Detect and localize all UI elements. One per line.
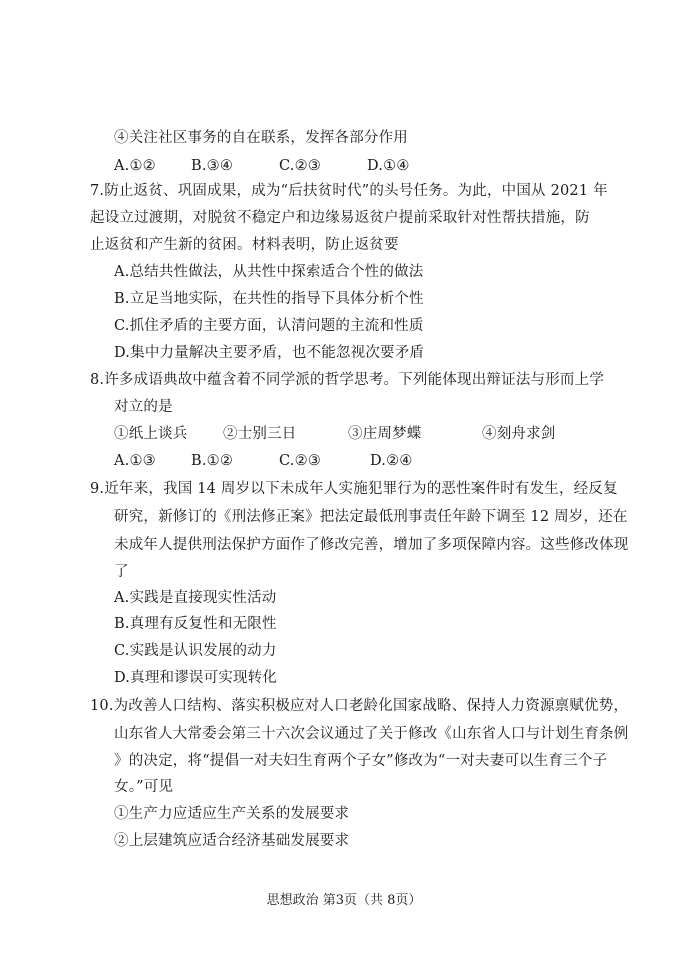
q8-stem-line-1: 8.许多成语典故中蕴含着不同学派的哲学思考。下列能体现出辩证法与形而上学 <box>90 372 605 388</box>
q9-stem-line-1: 9.近年来，我国 14 周岁以下未成年人实施犯罪行为的恶性案件时有发生，经反复 <box>90 481 618 497</box>
q8-item-1: ①纸上谈兵 <box>114 426 188 442</box>
q8-option-b: B.①② <box>191 453 234 469</box>
q8-option-a: A.①③ <box>114 453 156 469</box>
q7-option-d: D.集中力量解决主要矛盾，也不能忽视次要矛盾 <box>114 345 425 361</box>
q6-option-d: D.①④ <box>367 158 410 174</box>
q7-stem-line-1: 7.防止返贫、巩固成果，成为“后扶贫时代”的头号任务。为此，中国从 2021 年 <box>90 183 608 199</box>
q9-option-b: B.真理有反复性和无限性 <box>114 616 277 632</box>
q6-item-4: ④关注社区事务的自在联系，发挥各部分作用 <box>114 130 408 146</box>
q8-item-4: ④刻舟求剑 <box>482 426 556 442</box>
q9-stem-line-3: 未成年人提供刑法保护方面作了修改完善，增加了多项保障内容。这些修改体现 <box>114 537 629 553</box>
q7-option-b: B.立足当地实际，在共性的指导下具体分析个性 <box>114 291 424 307</box>
q7-option-a: A.总结共性做法，从共性中探索适合个性的做法 <box>114 264 424 280</box>
q9-stem-line-4: 了 <box>114 564 129 580</box>
q8-item-3: ③庄周梦蝶 <box>348 426 422 442</box>
q10-item-1: ①生产力应适应生产关系的发展要求 <box>114 806 350 822</box>
q8-item-2: ②士别三日 <box>223 426 297 442</box>
q10-stem-line-2: 山东省人大常委会第三十六次会议通过了关于修改《山东省人口与计划生育条例 <box>114 726 629 742</box>
q7-stem-line-2: 起设立过渡期，对脱贫不稳定户和边缘易返贫户提前采取针对性帮扶措施，防 <box>90 210 590 226</box>
q8-option-c: C.②③ <box>279 453 321 469</box>
q8-option-d: D.②④ <box>370 453 413 469</box>
q10-stem-line-3: 》的决定，将“提倡一对夫妇生育两个子女”修改为“一对夫妻可以生育三个子 <box>114 753 608 769</box>
q7-option-c: C.抓住矛盾的主要方面，认清问题的主流和性质 <box>114 318 424 334</box>
q9-stem-line-2: 研究，新修订的《刑法修正案》把法定最低刑事责任年龄下调至 12 周岁，还在 <box>114 509 628 525</box>
q6-option-b: B.③④ <box>191 158 234 174</box>
q6-option-a: A.①② <box>114 158 156 174</box>
page-footer: 思想政治 第3页（共 8页） <box>266 893 422 908</box>
q7-stem-line-3: 止返贫和产生新的贫困。材料表明，防止返贫要 <box>90 237 399 253</box>
q10-item-2: ②上层建筑应适合经济基础发展要求 <box>114 833 350 849</box>
q6-option-c: C.②③ <box>279 158 321 174</box>
q10-stem-line-4: 女。”可见 <box>114 779 174 795</box>
q9-option-d: D.真理和谬误可实现转化 <box>114 670 278 686</box>
q10-stem-line-1: 10.为改善人口结构、落实积极应对人口老龄化国家战略、保持人力资源禀赋优势， <box>90 698 629 714</box>
q9-option-a: A.实践是直接现实性活动 <box>114 590 277 606</box>
q9-option-c: C.实践是认识发展的动力 <box>114 643 277 659</box>
q8-stem-line-2: 对立的是 <box>114 399 173 415</box>
